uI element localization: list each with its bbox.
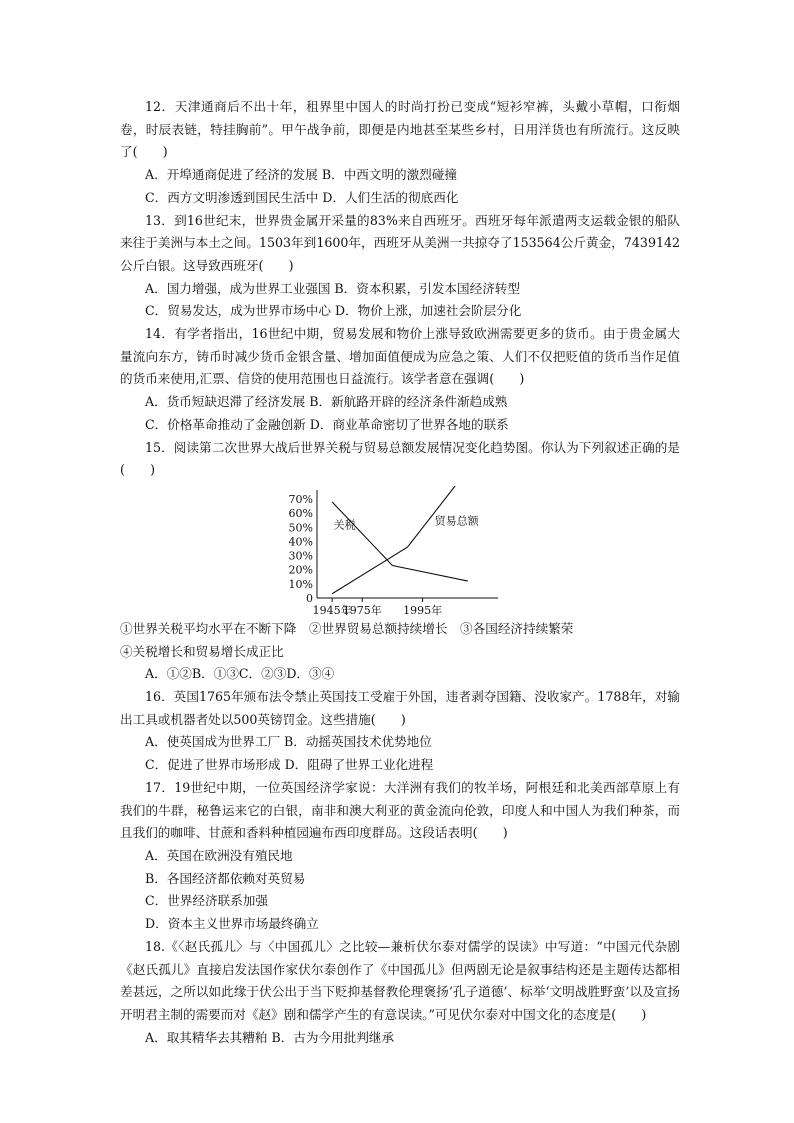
y-tick-label: 50% <box>288 521 313 535</box>
q17-stem: 17．19世纪中期，一位英国经济学家说：大洋洲有我们的牧羊场，阿根廷和北美西部草原上有我们的牛群，秘鲁运来它的白银，南非和澳大利亚的黄金流向伦敦，印度人和中国人为我们种茶，而且我们的咖啡、甘蔗和香料种植园遍布西印度群岛。这段话表明( ) <box>120 779 680 841</box>
q12-options-ab: A．开埠通商促进了经济的发展 B．中西文明的激烈碰撞 <box>145 167 458 183</box>
q13-stem: 13．到16世纪末，世界贵金属开采量的83%来自西班牙。西班牙每年派遣两支运载金银的船队来往于美洲与本土之间。1503年到1600年，西班牙从美洲一共掠夺了153564公斤黄金，7439142公斤白银。这导致西班牙( ) <box>120 212 680 273</box>
y-tick-label: 10% <box>288 577 313 591</box>
q18-stem: 18.《〈赵氏孤儿〉与〈中国孤儿〉之比较—兼析伏尔泰对儒学的误读》中写道：“中国元代杂剧《赵氏孤儿》直接启发法国作家伏尔泰创作了《中国孤儿》但两剧无论是叙事结构还是主题传达都相差甚远，之所以如此缘于伏公出于当下贬抑基督教伦理褒扬‘孔子道德’、标举‘文明战胜野蛮’以及宣扬开明君主制的需要而对《赵》剧和儒学产生的有意误读。”可见伏尔泰对中国文化的态度是( ) <box>120 938 680 1022</box>
q14-options-cd: C．价格革命推动了金融创新 D．商业革命密切了世界各地的联系 <box>145 416 509 432</box>
exam-page <box>120 96 680 1049</box>
q15-statements-line1: ①世界关税平均水平在不断下降 ②世界贸易总额持续增长 ③各国经济持续繁荣 <box>120 620 574 636</box>
y-tick-label: 40% <box>288 535 313 549</box>
y-tick-label: 30% <box>288 549 313 563</box>
series-label: 贸易总额 <box>434 514 479 528</box>
q15-options: A．①②B．①③C．②③D．③④ <box>145 666 335 682</box>
series-line <box>332 486 460 594</box>
q15-stem: 15．阅读第二次世界大战后世界关税与贸易总额发展情况变化趋势图。你认为下列叙述正确的是( ) <box>120 439 680 478</box>
q17-option-a: A．英国在欧洲没有殖民地 <box>145 847 293 863</box>
tariff-trade-chart <box>120 486 680 616</box>
q14-options-ab: A．货币短缺迟滞了经济发展 B．新航路开辟的经济条件渐趋成熟 <box>145 394 508 410</box>
series-label: 关税 <box>333 518 356 532</box>
q17-option-b: B．各国经济都依赖对英贸易 <box>145 870 306 886</box>
x-tick-label: 1945年 <box>312 603 352 616</box>
q16-stem: 16．英国1765年颁布法令禁止英国技工受雇于外国，违者剥夺国籍、没收家产。1788年，对输出工具或机器者处以500英镑罚金。这些措施( ) <box>120 689 680 727</box>
q18-options-ab: A．取其精华去其糟粕 B．古为今用批判继承 <box>145 1029 395 1045</box>
q14-stem: 14．有学者指出，16世纪中期，贸易发展和物价上涨导致欧洲需要更多的货币。由于贵金属大量流向东方，铸币时减少货币金银含量、增加面值便成为应急之策、人们不仅把贬值的货币当作足值的货币来使用,汇票、信贷的使用范围也日益流行。该学者意在强调( ) <box>120 326 680 387</box>
q12-stem: 12．天津通商后不出十年，租界里中国人的时尚打扮已变成“短衫窄裤，头戴小草帽，口衔烟卷，时辰表链，特挂胸前”。甲午战争前，即便是内地甚至某些乡村，日用洋货也有所流行。这反映了( ) <box>120 99 680 160</box>
q16-options-ab: A．使英国成为世界工厂 B．动摇英国技术优势地位 <box>145 734 432 750</box>
y-tick-label: 70% <box>288 493 313 507</box>
x-tick-label: 1975年 <box>342 603 382 616</box>
q17-option-c: C．世界经济联系加强 <box>145 893 268 909</box>
x-tick-label: 1995年 <box>403 603 443 616</box>
q13-options-cd: C．贸易发达，成为世界市场中心 D．物价上涨，加速社会阶层分化 <box>145 303 522 319</box>
q12-options-cd: C．西方文明渗透到国民生活中 D．人们生活的彻底西化 <box>145 189 459 205</box>
q16-options-cd: C．促进了世界市场形成 D．阻碍了世界工业化进程 <box>145 757 434 773</box>
q17-option-d: D．资本主义世界市场最终确立 <box>145 916 319 932</box>
y-tick-label: 20% <box>288 563 313 577</box>
q13-options-ab: A．国力增强，成为世界工业强国 B．资本积累，引发本国经济转型 <box>145 280 520 296</box>
chart-svg <box>120 486 680 616</box>
q15-statements-line2: ④关税增长和贸易增长成正比 <box>120 643 284 659</box>
y-tick-label: 60% <box>288 507 313 521</box>
y-tick-label: 0 <box>306 591 313 605</box>
